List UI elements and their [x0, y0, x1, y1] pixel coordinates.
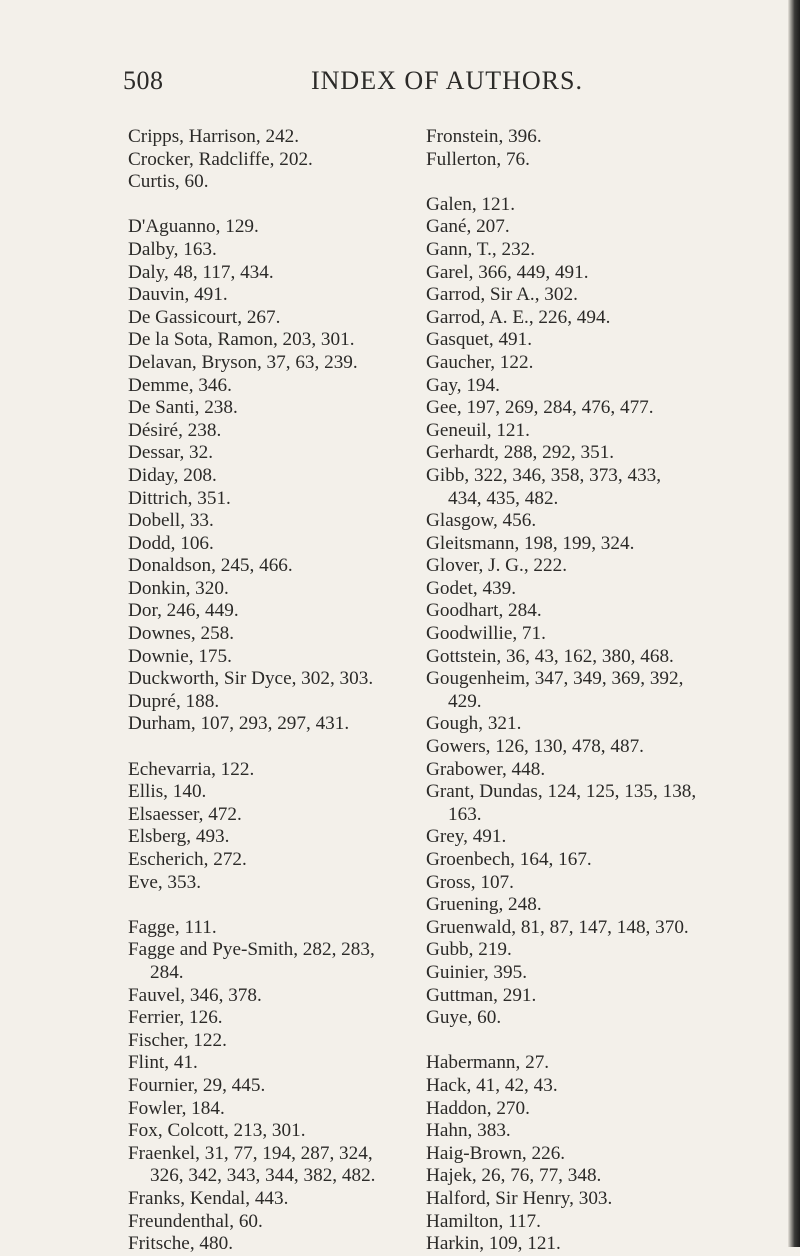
index-entry: Fronstein, 396. — [426, 126, 542, 147]
index-entry: Goodhart, 284. — [426, 600, 542, 622]
index-entry: Curtis, 60. — [128, 171, 209, 193]
index-entry: Franks, Kendal, 443. — [128, 1187, 289, 1209]
index-entry: Grabower, 448. — [426, 758, 546, 780]
index-entry-continuation: 284. — [150, 961, 184, 983]
index-entry: Diday, 208. — [128, 464, 217, 486]
index-entry: Echevarria, 122. — [128, 758, 255, 780]
index-entry: Désiré, 238. — [128, 419, 222, 441]
index-entry: Godet, 439. — [426, 577, 517, 599]
index-entry: Dauvin, 491. — [128, 284, 228, 306]
running-title: INDEX OF AUTHORS. — [311, 66, 583, 95]
page-header — [123, 66, 683, 102]
index-entry: Dodd, 106. — [128, 532, 214, 554]
index-entry-continuation: 163. — [448, 803, 482, 825]
index-entry: Fagge, 111. — [128, 916, 217, 938]
index-entry: Demme, 346. — [128, 374, 232, 396]
index-entry: Fagge and Pye-Smith, 282, 283, — [128, 939, 375, 961]
index-entry: Guttman, 291. — [426, 984, 537, 1006]
index-entry: Gaucher, 122. — [426, 351, 534, 373]
index-entry: Downes, 258. — [128, 623, 235, 645]
index-entry: Escherich, 272. — [128, 849, 247, 870]
index-entry: Delavan, Bryson, 37, 63, 239. — [128, 351, 358, 373]
page-number: 508 — [123, 66, 164, 95]
index-entry-continuation: 434, 435, 482. — [448, 487, 559, 509]
index-entry: Dobell, 33. — [128, 510, 214, 532]
index-entry: Downie, 175. — [128, 645, 232, 667]
index-column-right — [426, 126, 756, 1256]
index-entry: Gougenheim, 347, 349, 369, 392, — [426, 668, 684, 690]
index-entry: Hahn, 383. — [426, 1120, 511, 1142]
index-entry: Durham, 107, 293, 297, 431. — [128, 713, 350, 735]
index-entry: Gough, 321. — [426, 713, 522, 735]
index-entry: De Gassicourt, 267. — [128, 306, 281, 328]
index-entry: Habermann, 27. — [426, 1052, 550, 1074]
index-entry: Harkin, 109, 121. — [426, 1233, 561, 1255]
index-entry: Garel, 366, 449, 491. — [426, 261, 589, 283]
index-column-left — [128, 126, 458, 1256]
index-entry: Elsaesser, 472. — [128, 803, 242, 825]
index-entry: Guinier, 395. — [426, 961, 528, 983]
index-entry: Duckworth, Sir Dyce, 302, 303. — [128, 668, 374, 690]
index-entry: Hamilton, 117. — [426, 1210, 541, 1232]
index-entry: Donaldson, 245, 466. — [128, 555, 293, 577]
index-entry: Elsberg, 493. — [128, 826, 230, 848]
index-entry: Gowers, 126, 130, 478, 487. — [426, 736, 644, 758]
index-entry: Halford, Sir Henry, 303. — [426, 1187, 613, 1209]
index-entry: Gubb, 219. — [426, 939, 512, 961]
index-entry: Eve, 353. — [128, 871, 202, 893]
index-entry: D'Aguanno, 129. — [128, 216, 259, 238]
index-entry: Fraenkel, 31, 77, 194, 287, 324, — [128, 1142, 373, 1164]
index-entry: Fritsche, 480. — [128, 1233, 233, 1255]
index-entry: Hack, 41, 42, 43. — [426, 1074, 558, 1096]
section-gap — [426, 1030, 756, 1053]
index-entry: Ellis, 140. — [128, 781, 207, 803]
index-entry: Donkin, 320. — [128, 577, 229, 599]
index-entry: Ferrier, 126. — [128, 1007, 223, 1029]
index-entry: Galen, 121. — [426, 193, 515, 215]
index-entry: Cripps, Harrison, 242. — [128, 126, 300, 147]
index-entry-continuation: 326, 342, 343, 344, 382, 482. — [150, 1165, 376, 1187]
section-gap — [128, 894, 458, 917]
index-entry: Haig-Brown, 226. — [426, 1142, 566, 1164]
index-entry: Fox, Colcott, 213, 301. — [128, 1120, 306, 1142]
section-gap — [426, 171, 756, 194]
index-entry: Gay, 194. — [426, 374, 500, 396]
index-entry: Fowler, 184. — [128, 1097, 225, 1119]
index-entry: Haddon, 270. — [426, 1097, 530, 1119]
index-entry: Dor, 246, 449. — [128, 600, 239, 622]
index-entry-continuation: 429. — [448, 690, 482, 712]
index-entry: Dessar, 32. — [128, 442, 214, 464]
index-entry: Gané, 207. — [426, 216, 510, 238]
index-entry: Gann, T., 232. — [426, 238, 536, 260]
index-entry: Hajek, 26, 76, 77, 348. — [426, 1165, 602, 1187]
index-entry: Flint, 41. — [128, 1052, 198, 1074]
index-entry: Gross, 107. — [426, 871, 514, 893]
index-entry: Daly, 48, 117, 434. — [128, 261, 274, 283]
index-entry: Garrod, Sir A., 302. — [426, 284, 578, 306]
index-entry: Gasquet, 491. — [426, 329, 533, 351]
index-entry: Gruening, 248. — [426, 894, 542, 916]
index-entry: Gottstein, 36, 43, 162, 380, 468. — [426, 645, 674, 667]
index-entry: Guye, 60. — [426, 1007, 502, 1029]
index-entry: Goodwillie, 71. — [426, 623, 546, 645]
index-entry: Geneuil, 121. — [426, 419, 530, 441]
section-gap — [128, 194, 458, 217]
index-entry: Gibb, 322, 346, 358, 373, 433, — [426, 464, 662, 486]
index-entry: Fauvel, 346, 378. — [128, 984, 262, 1006]
index-entry: De la Sota, Ramon, 203, 301. — [128, 329, 355, 351]
index-entry: Glasgow, 456. — [426, 510, 537, 532]
index-entry: Dittrich, 351. — [128, 487, 231, 509]
index-entry: Grant, Dundas, 124, 125, 135, 138, — [426, 781, 697, 803]
index-entry: Groenbech, 164, 167. — [426, 849, 592, 870]
index-entry: Fullerton, 76. — [426, 148, 530, 170]
index-entry: De Santi, 238. — [128, 397, 238, 419]
page-edge-shadow — [788, 0, 800, 1247]
index-entry: Crocker, Radcliffe, 202. — [128, 148, 313, 170]
index-entry: Garrod, A. E., 226, 494. — [426, 306, 611, 328]
index-entry: Freundenthal, 60. — [128, 1210, 263, 1232]
index-entry: Fischer, 122. — [128, 1029, 227, 1051]
index-entry: Dupré, 188. — [128, 690, 220, 712]
section-gap — [128, 736, 458, 759]
index-entry: Dalby, 163. — [128, 238, 217, 260]
index-entry: Grey, 491. — [426, 826, 507, 848]
index-entry: Gee, 197, 269, 284, 476, 477. — [426, 397, 654, 419]
index-entry: Gleitsmann, 198, 199, 324. — [426, 532, 635, 554]
index-entry: Fournier, 29, 445. — [128, 1074, 266, 1096]
index-entry: Gruenwald, 81, 87, 147, 148, 370. — [426, 916, 689, 938]
index-entry: Gerhardt, 288, 292, 351. — [426, 442, 615, 464]
index-entry: Glover, J. G., 222. — [426, 555, 567, 577]
